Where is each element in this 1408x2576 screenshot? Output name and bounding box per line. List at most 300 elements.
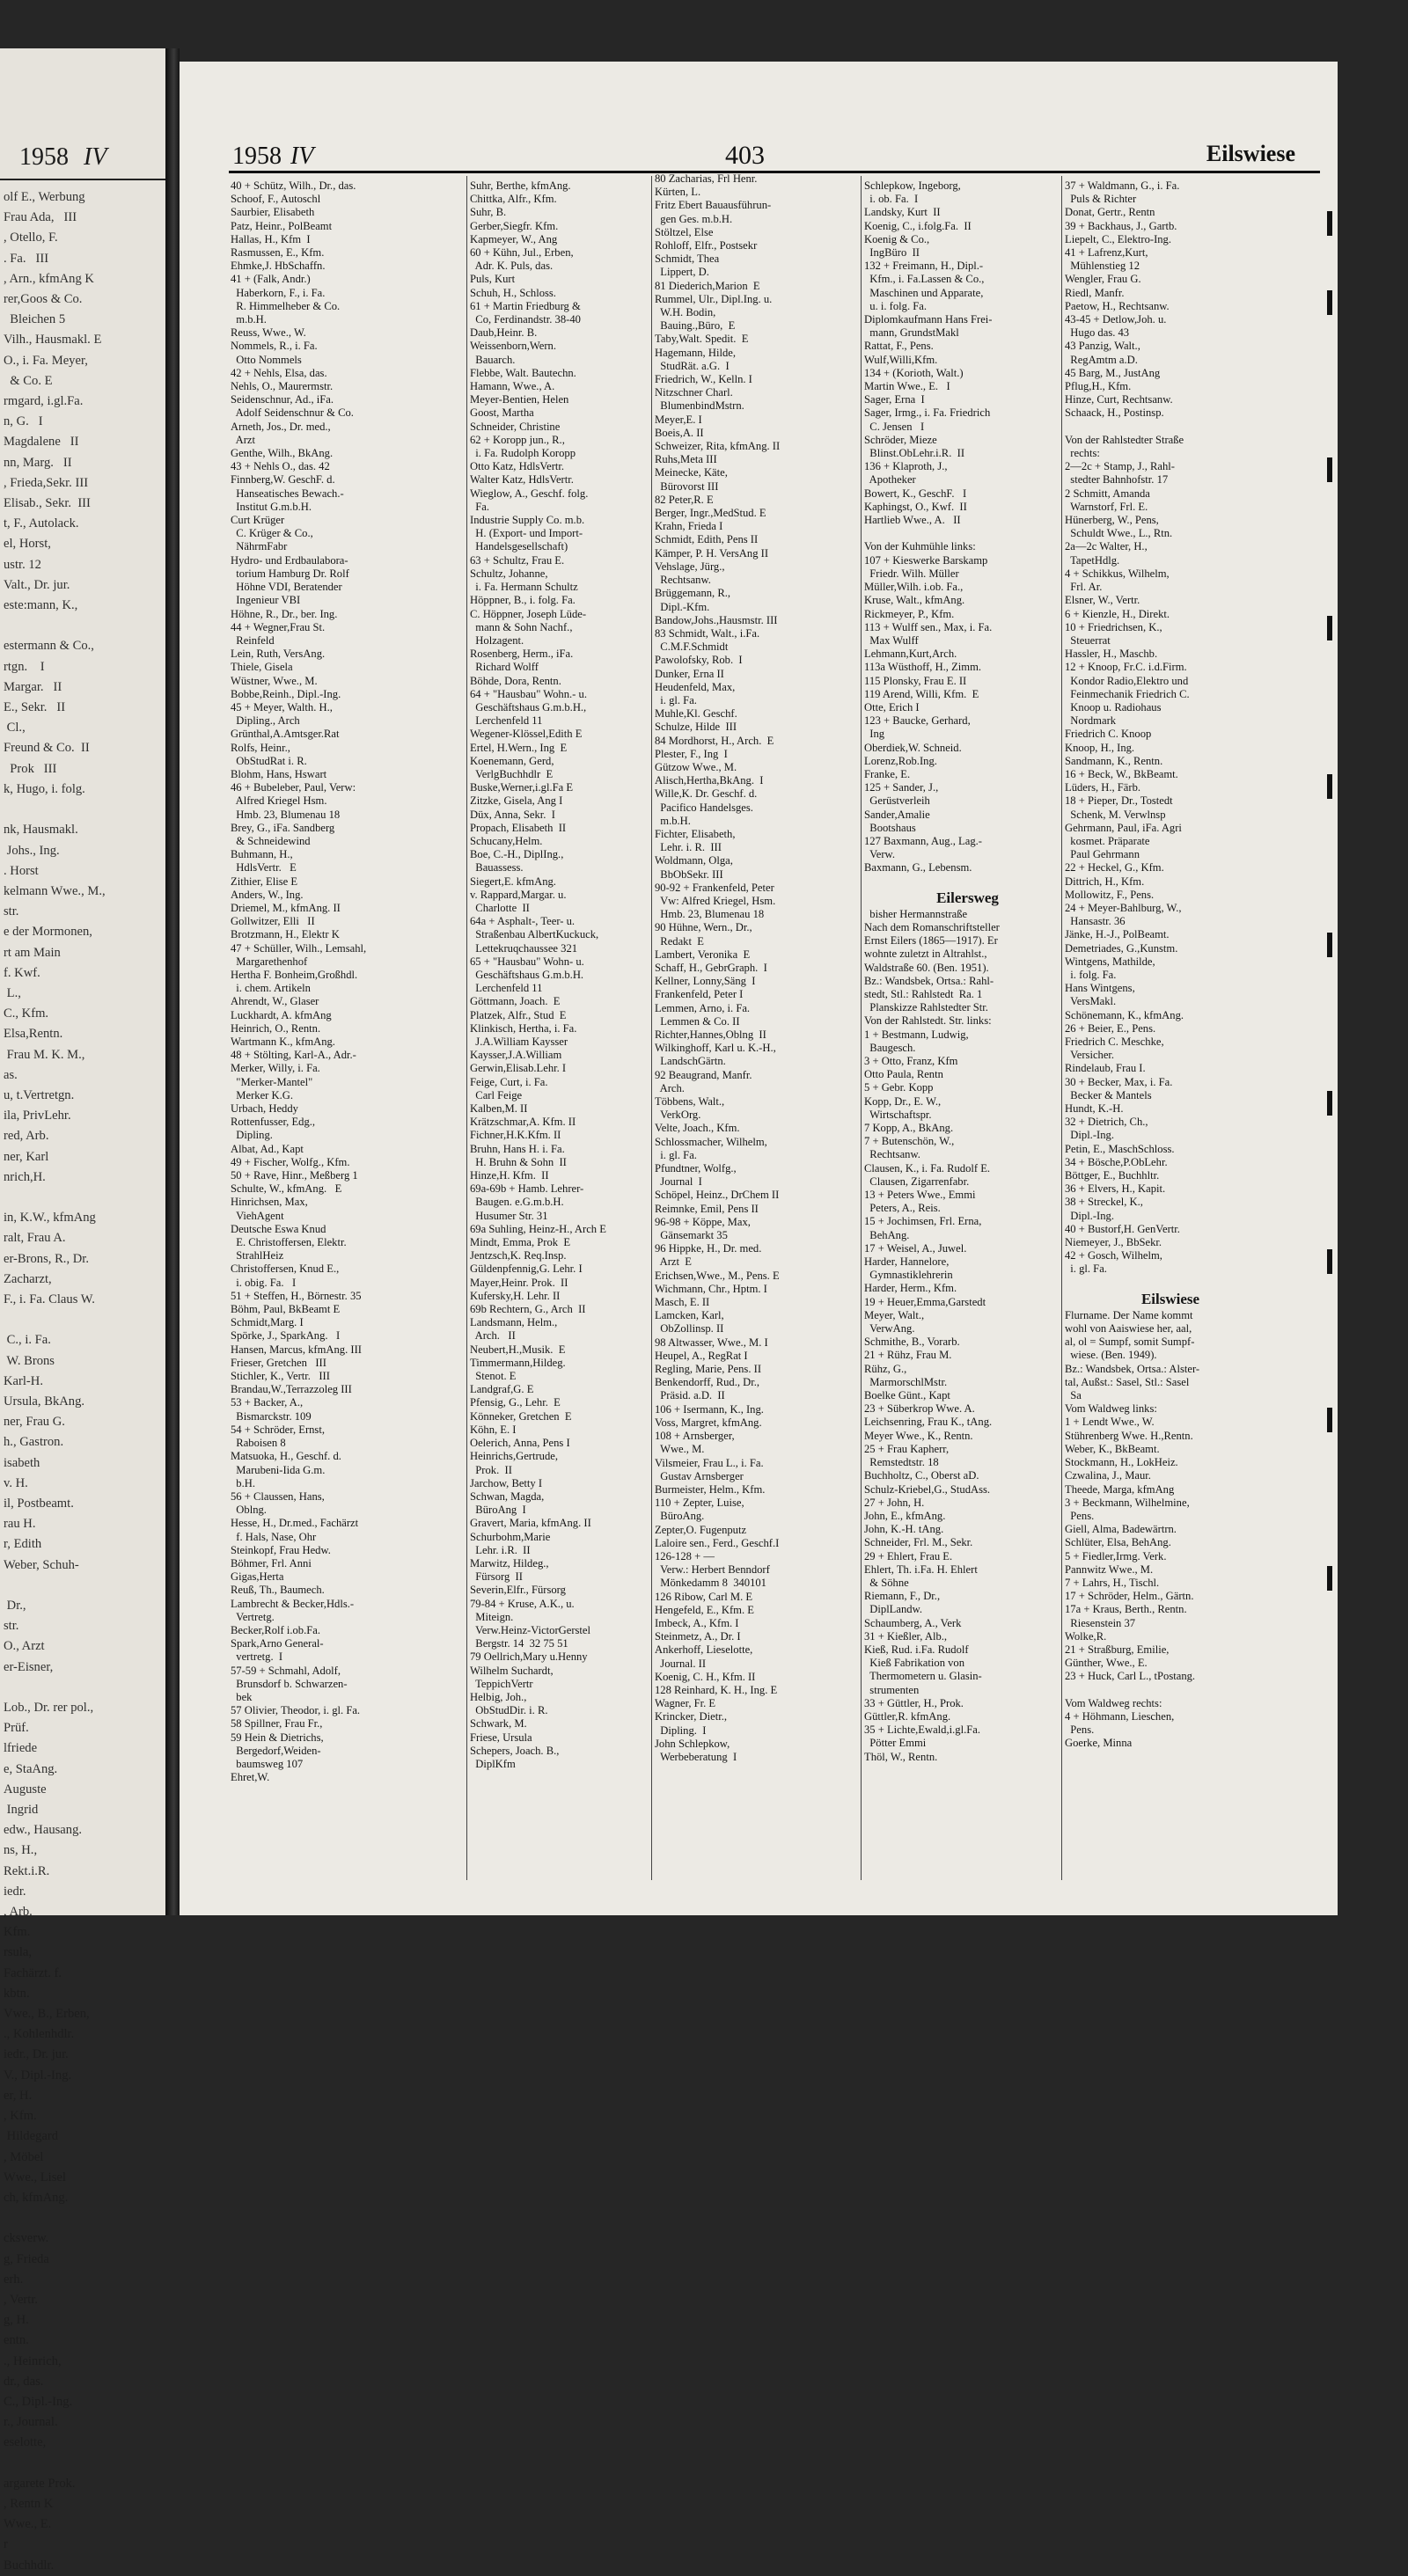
directory-entry-line: Fachärzt. f. (4, 1965, 62, 1980)
directory-entry-line: 43-45 + Detlow,Joh. u. (1065, 313, 1167, 326)
directory-entry-line: Pacifico Handelsges. (655, 801, 753, 814)
directory-entry-line: 127 Baxmann, Aug., Lag.- (864, 834, 982, 847)
directory-entry-line: Hünerberg, W., Pens, (1065, 514, 1159, 527)
directory-entry-line: Schulz-Kriebel,G., StudAss. (864, 1482, 991, 1496)
directory-entry-line (4, 800, 106, 820)
directory-entry-line: 2 Schmitt, Amanda (1065, 487, 1150, 500)
directory-entry-line: Rattat, F., Pens. (864, 340, 934, 353)
directory-entry-line (4, 2208, 106, 2228)
directory-entry-line: 16 + Beck, W., BkBeamt. (1065, 767, 1178, 780)
directory-entry-line: Demetriades, G.,Kunstm. (1065, 941, 1178, 955)
directory-entry-line: rau H. (4, 1517, 36, 1532)
directory-column-5 (1065, 179, 1276, 1751)
directory-entry-line: Güttler,R. kfmAng. (864, 1709, 951, 1723)
directory-entry-line: 39 + Backhaus, J., Gartb. (1065, 219, 1177, 232)
directory-entry-line: ner, Frau G. (4, 1415, 65, 1430)
directory-entry-line: Wwe., Lisel (4, 2170, 66, 2184)
directory-entry-line: rmgard, i.gl.Fa. (4, 394, 84, 409)
directory-entry-line: 10 + Friedrichsen, K., (1065, 620, 1162, 633)
directory-entry-line: Von der Kuhmühle links: (864, 540, 976, 553)
directory-entry-line: 5 + Gebr. Kopp (864, 1081, 934, 1094)
directory-entry-line: Gehrmann, Paul, iFa. Agri (1065, 821, 1182, 834)
edge-mark (1327, 211, 1332, 236)
directory-entry-line: 92 Beaugrand, Manfr. (655, 1068, 752, 1081)
directory-entry-line: DiplLandw. (864, 1603, 922, 1616)
directory-entry-line: Institut G.m.b.H. (231, 500, 312, 513)
directory-entry-line: 17a + Kraus, Berth., Rentn. (1065, 1603, 1187, 1616)
directory-entry-line: Weber, Schuh- (4, 1557, 79, 1572)
directory-entry-line: Clausen, Zigarrenfabr. (864, 1175, 970, 1188)
directory-entry-line: Kürten, L. (655, 186, 701, 199)
directory-entry-line: Seidenschnur, Ad., iFa. (231, 393, 334, 406)
directory-entry-line: mann, GrundstMakl (864, 326, 959, 340)
directory-entry-line: Rolfs, Heinr., (231, 741, 290, 754)
directory-entry-line: Stührenberg Wwe. H.,Rentn. (1065, 1429, 1193, 1442)
directory-entry-line: Schaff, H., GebrGraph. I (655, 961, 767, 974)
directory-entry-line (4, 2454, 106, 2474)
directory-entry-line: 106 + Isermann, K., Ing. (655, 1402, 764, 1416)
edge-mark (1327, 933, 1332, 957)
directory-entry-line: Von der Rahlstedter Straße (1065, 433, 1184, 446)
directory-entry-line: RegAmtm a.D. (1065, 353, 1138, 366)
directory-entry-line: Liepelt, C., Elektro-Ing. (1065, 232, 1172, 245)
directory-entry-line: C., i. Fa. (4, 1333, 51, 1348)
directory-entry-line: v. Rappard,Margar. u. (470, 888, 567, 901)
directory-entry-line: & Schneidewind (231, 834, 311, 847)
directory-entry-line: Bauing.,Büro, E (655, 319, 736, 333)
directory-entry-line: Friedr. Wilh. Müller (864, 567, 959, 580)
directory-entry-line: Freund & Co. II (4, 741, 90, 756)
directory-entry-line: Paetow, H., Rechtsanw. (1065, 299, 1170, 312)
directory-entry-line: Lippert, D. (655, 266, 709, 279)
left-page-header (19, 143, 106, 172)
directory-entry-line: Zithier, Elise E (231, 875, 298, 888)
directory-entry-line: . Horst (4, 863, 39, 878)
directory-entry-line: Schneider, Frl. M., Sekr. (864, 1536, 973, 1549)
directory-entry-line: 42 + Nehls, Elsa, das. (231, 366, 327, 379)
directory-entry-line: ner, Karl (4, 1149, 49, 1164)
edge-mark (1327, 1091, 1332, 1116)
directory-entry-line: Dr., (4, 1599, 26, 1614)
directory-entry-line: Reuß, Th., Baumech. (231, 1584, 325, 1597)
directory-entry-line: Rasmussen, E., Kfm. (231, 246, 325, 260)
directory-entry-line: Weissenborn,Wern. (470, 340, 556, 353)
directory-entry-line: StrahlHeiz (231, 1249, 284, 1262)
directory-entry-line: 126-128 + — (655, 1549, 715, 1562)
directory-entry-line: Burmeister, Helm., Kfm. (655, 1482, 766, 1496)
directory-entry-line: Rekt.i.R. (4, 1863, 50, 1878)
directory-entry-line: Rohloff, Elfr., Postsekr (655, 239, 758, 252)
directory-entry-line: Elisab., Sekr. III (4, 496, 91, 511)
directory-entry-line: rer,Goos & Co. (4, 292, 83, 307)
directory-entry-line: Wintgens, Mathilde, (1065, 955, 1155, 968)
directory-entry-line: Hans Wintgens, (1065, 982, 1135, 995)
directory-entry-line: 57-59 + Schmahl, Adolf, (231, 1664, 341, 1677)
directory-entry-line: 134 + (Korioth, Walt.) (864, 366, 964, 379)
directory-entry-line: e, StaAng. (4, 1761, 58, 1776)
edge-mark (1327, 457, 1332, 482)
directory-entry-line: Alisch,Hertha,BkAng. I (655, 774, 764, 787)
directory-entry-line: Kieß, Rud. i.Fa. Rudolf (864, 1643, 969, 1656)
directory-entry-line: ObStudRat i. R. (231, 754, 307, 767)
directory-entry-line: m.b.H. (231, 313, 267, 326)
directory-entry-line: Buske,Werner,i.gl.Fa E (470, 781, 574, 794)
directory-entry-line: Stockmann, H., LokHeiz. (1065, 1456, 1178, 1469)
directory-entry-line: , Arn., kfmAng K (4, 271, 94, 286)
directory-entry-line: Blohm, Hans, Hswart (231, 767, 327, 780)
directory-page (180, 62, 1338, 1915)
directory-entry-line: ., Kohlenhdlr. (4, 2027, 75, 2042)
directory-entry-line: e der Mormonen, (4, 925, 92, 940)
directory-entry-line: Buhmann, H., (231, 848, 293, 861)
directory-entry-line: Husumer Str. 31 (470, 1209, 548, 1222)
directory-entry-line: Schuh, H., Schloss. (470, 286, 556, 299)
directory-entry-line: as. (4, 1067, 18, 1082)
directory-entry-line: Landsky, Kurt II (864, 206, 941, 219)
directory-entry-line: Müller,Wilh. i.ob. Fa., (864, 581, 964, 594)
directory-entry-line: 69b Rechtern, G., Arch II (470, 1303, 586, 1316)
directory-entry-line: 90-92 + Frankenfeld, Peter (655, 881, 774, 894)
directory-entry-line: Feige, Curt, i. Fa. (470, 1075, 548, 1088)
directory-entry-line: 49 + Fischer, Wolfg., Kfm. (231, 1155, 350, 1168)
directory-entry-line: ralt, Frau A. (4, 1231, 66, 1246)
header-street-name: Eilswiese (1206, 141, 1295, 166)
directory-entry-line: 37 + Waldmann, G., i. Fa. (1065, 179, 1180, 192)
directory-entry-line: Haberkorn, F., i. Fa. (231, 286, 326, 299)
directory-entry-line: Gützow Wwe., M. (655, 760, 737, 773)
directory-entry-line: Dipling. I (655, 1723, 707, 1737)
directory-entry-line: strumenten (864, 1683, 920, 1696)
directory-entry-line: Wilkinghoff, Karl u. K.-H., (655, 1042, 776, 1055)
directory-entry-line: 2—2c + Stamp, J., Rahl- (1065, 460, 1175, 473)
directory-entry-line: Voss, Margret, kfmAng. (655, 1416, 762, 1429)
directory-entry-line: Jänke, H.-J., PolBeamt. (1065, 928, 1170, 941)
directory-entry-line: Schmidt,Marg. I (231, 1316, 304, 1329)
directory-entry-line: 113 + Wulff sen., Max, i. Fa. (864, 620, 993, 633)
directory-entry-line: Giell, Alma, Badewärtrn. (1065, 1523, 1177, 1536)
directory-entry-line: Anders, W., Ing. (231, 888, 304, 901)
directory-entry-line: Woldmann, Olga, (655, 854, 733, 867)
directory-entry-line: i. folg. Fa. (1065, 968, 1117, 981)
directory-entry-line: Düx, Anna, Sekr. I (470, 808, 555, 821)
directory-entry-line: Wilhelm Suchardt, (470, 1664, 554, 1677)
directory-entry-line: Günther, Wwe., E. (1065, 1657, 1148, 1670)
directory-entry-line: Vilh., Hausmakl. E (4, 333, 102, 348)
directory-entry-line: , Möbel (4, 2149, 44, 2164)
directory-entry-line: Von der Rahlstedt. Str. links: (864, 1014, 992, 1028)
directory-entry-line: Kapmeyer, W., Ang (470, 232, 558, 245)
directory-entry-line: 6 + Kienzle, H., Direkt. (1065, 607, 1170, 620)
directory-entry-line: Finnberg,W. GeschF. d. (231, 473, 335, 487)
directory-entry-line: iedr. (4, 1884, 26, 1899)
directory-entry-line: DiplKfm (470, 1757, 516, 1770)
directory-entry-line: Stöltzel, Else (655, 225, 714, 238)
directory-entry-line: Kellner, Lonny,Säng I (655, 975, 756, 988)
directory-entry-line: Maschinen und Apparate, (864, 286, 984, 299)
directory-entry-line: Ahrendt, W., Glaser (231, 995, 319, 1008)
directory-entry-line: 126 Ribow, Carl M. E (655, 1590, 753, 1603)
directory-entry-line: Nach dem Romanschriftsteller (864, 920, 1000, 933)
directory-entry-line: 23 + Huck, Carl L., tPostang. (1065, 1670, 1196, 1683)
directory-entry-line: Hydro- und Erdbaulabora- (231, 553, 348, 567)
directory-entry-line: Margar. II (4, 679, 62, 694)
directory-entry-line: kosmet. Präparate (1065, 834, 1150, 847)
directory-entry-line: Köhn, E. I (470, 1423, 517, 1436)
directory-entry-line: Ankerhoff, Lieselotte, (655, 1643, 753, 1657)
directory-entry-line: Dipl.-Ing. (1065, 1209, 1114, 1222)
directory-entry-line: Lerchenfeld 11 (470, 714, 543, 728)
directory-entry-line: VerkOrg. (655, 1109, 701, 1122)
directory-entry-line: Koenig & Co., (864, 232, 930, 245)
edge-mark (1327, 774, 1332, 799)
directory-entry-line: Pawolofsky, Rob. I (655, 654, 743, 667)
directory-entry-line: VersMakl. (1065, 995, 1117, 1008)
directory-entry-line: Martin Wwe., E. I (864, 380, 950, 393)
directory-entry-line: Wegener-Klössel,Edith E (470, 728, 583, 741)
directory-entry-line: dr., das. (4, 2374, 44, 2389)
directory-entry-line: Merker, Willy, i. Fa. (231, 1062, 320, 1075)
directory-entry-line: 33 + Güttler, H., Prok. (864, 1696, 964, 1709)
directory-entry-line: 119 Arend, Willi, Kfm. E (864, 687, 979, 700)
directory-entry-line: Carl Feige (470, 1088, 523, 1101)
directory-entry-line: 90 Hühne, Wern., Dr., (655, 921, 752, 934)
directory-entry-line: Fichter, Elisabeth, (655, 827, 736, 840)
directory-entry-line: red, Arb. (4, 1129, 49, 1144)
directory-entry-line: 47 + Schüller, Wilh., Lemsahl, (231, 941, 367, 955)
directory-entry-line: C., Dipl.-Ing. (4, 2394, 73, 2409)
directory-entry-line: 51 + Steffen, H., Börnestr. 35 (231, 1289, 362, 1302)
directory-entry-line: il, Postbeamt. (4, 1497, 74, 1511)
directory-entry-line: 3 + Otto, Franz, Kfm (864, 1055, 958, 1067)
directory-entry-line: Saurbier, Elisabeth (231, 206, 315, 219)
directory-entry-line: Zacharzt, (4, 1271, 52, 1286)
directory-entry-line: H. (Export- und Import- (470, 527, 583, 540)
directory-entry-line: Bleichen 5 (4, 312, 66, 327)
directory-entry-line: Warnstorf, Frl. E. (1065, 500, 1148, 513)
directory-entry-line: Hundt, K.-H. (1065, 1102, 1124, 1116)
directory-entry-line: Mühlenstieg 12 (1065, 260, 1140, 273)
directory-entry-line: Flurname. Der Name kommt (1065, 1308, 1193, 1321)
directory-entry-line: Clausen, K., i. Fa. Rudolf E. (864, 1161, 991, 1175)
page-header (232, 135, 1316, 171)
directory-entry-line: Hinze,H. Kfm. II (470, 1169, 549, 1182)
directory-entry-line: Hanseatisches Bewach.- (231, 487, 344, 500)
directory-entry-line: 79 Oellrich,Mary u.Henny (470, 1650, 588, 1664)
directory-entry-line: 83 Schmidt, Walt., i.Fa. (655, 626, 760, 640)
directory-entry-line: iedr., Dr. jur. (4, 2047, 69, 2062)
directory-entry-line: 24 + Meyer-Bahlburg, W., (1065, 901, 1182, 914)
directory-entry-line: Imbeck, A., Kfm. I (655, 1616, 739, 1629)
directory-entry-line: Meyer-Bentien, Helen (470, 393, 569, 406)
directory-entry-line: 46 + Bubeleber, Paul, Verw: (231, 781, 356, 794)
left-page-rule (0, 179, 165, 180)
directory-entry-line: E. Christoffersen, Elektr. (231, 1236, 347, 1249)
directory-entry-line: 1 + Bestmann, Ludwig, (864, 1028, 969, 1041)
directory-entry-line: Hansen, Marcus, kfmAng. III (231, 1343, 362, 1356)
directory-entry-line: Feinmechanik Friedrich C. (1065, 687, 1190, 700)
directory-entry-line: Rickmeyer, P., Kfm. (864, 607, 955, 620)
directory-entry-line: Boeis,A. II (655, 426, 704, 439)
directory-entry-line: John, E., kfmAng. (864, 1509, 946, 1522)
directory-entry-line: stedt, Stl.: Rahlstedt Ra. 1 (864, 987, 983, 1000)
directory-entry-line: Wwe., E. (4, 2517, 52, 2532)
directory-entry-line: Urbach, Heddy (231, 1102, 298, 1116)
directory-entry-line: Vw: Alfred Kriegel, Hsm. (655, 894, 776, 907)
directory-entry-line: Reuss, Wwe., W. (231, 326, 306, 340)
directory-entry-line: 45 + Meyer, Walth. H., (231, 700, 333, 714)
directory-entry-line: Adr. K. Puls, das. (470, 260, 554, 273)
directory-entry-line: 25 + Frau Kapherr, (864, 1442, 950, 1455)
directory-entry-line: Wüstner, Wwe., M. (231, 674, 318, 687)
directory-entry-line: Ehmke,J. HbSchaffn. (231, 260, 326, 273)
directory-entry-line: Theede, Marga, kfmAng (1065, 1482, 1175, 1496)
directory-entry-line: Meyer,E. I (655, 413, 702, 426)
directory-entry-line (4, 1188, 106, 1208)
directory-entry-line: Zitzke, Gisela, Ang I (470, 794, 563, 808)
directory-entry-line: Eilersweg (936, 889, 999, 906)
directory-entry-line: Prüf. (4, 1721, 29, 1736)
directory-entry-line: Schlepkow, Ingeborg, (864, 179, 961, 192)
directory-entry-line: Göttmann, Joach. E (470, 995, 561, 1008)
directory-entry-line: Gerber,Siegfr. Kfm. (470, 219, 559, 232)
directory-entry-line: 43 Panzig, Walt., (1065, 340, 1140, 353)
directory-entry-line: 56 + Claussen, Hans, (231, 1489, 325, 1503)
directory-entry-line: Suhr, Berthe, kfmAng. (470, 179, 571, 192)
directory-entry-line: Waldstraße 60. (Ben. 1951). (864, 961, 989, 974)
directory-entry-line: Meinecke, Käte, (655, 466, 728, 479)
directory-entry-line: Wartmann K., kfmAng. (231, 1036, 335, 1048)
directory-entry-line: Lehr. i. R. III (655, 841, 722, 854)
directory-entry-line: Sager, Irmg., i. Fa. Friedrich (864, 406, 991, 420)
directory-entry-line: 17 + Weisel, A., Juwel. (864, 1241, 967, 1255)
directory-entry-line: kbtn. (4, 1986, 30, 2001)
directory-entry-line (864, 527, 1071, 540)
directory-entry-line: O., Arzt (4, 1639, 45, 1654)
directory-entry-line: Koenig, C. H., Kfm. II (655, 1670, 756, 1683)
directory-entry-line: Rühz, G., (864, 1362, 907, 1375)
directory-entry-line: Schlüter, Elsa, BehAng. (1065, 1536, 1171, 1549)
directory-entry-line: Heudenfeld, Max, (655, 680, 736, 693)
directory-entry-line: Marubeni-Iida G.m. (231, 1463, 326, 1476)
directory-entry-line: str. (4, 904, 19, 919)
directory-entry-line: 61 + Martin Friedburg & (470, 299, 581, 312)
directory-entry-line: Vwe., B., Erben, (4, 2007, 90, 2022)
directory-entry-line: Gustav Arnsberger (655, 1469, 744, 1482)
directory-entry-line: "Merker-Mantel" (231, 1075, 313, 1088)
directory-entry-line: Fritz Ebert Bauausführun- (655, 199, 772, 212)
directory-entry-line: er, H. (4, 2088, 33, 2103)
page-number: 403 (725, 141, 765, 170)
directory-entry-line: Charlotte II (470, 901, 530, 914)
directory-entry-line: Klinkisch, Hertha, i. Fa. (470, 1021, 577, 1035)
directory-entry-line: Frieser, Gretchen III (231, 1356, 326, 1369)
directory-entry-line: 80 Zacharias, Frl Henr. (655, 172, 758, 185)
directory-entry-line: Franke, E. (864, 767, 911, 780)
directory-entry-line: TeppichVertr (470, 1677, 533, 1690)
directory-entry-line: bisher Hermannstraße (864, 907, 968, 920)
directory-entry-line: Koenemann, Gerd, (470, 754, 554, 767)
directory-entry-line (1065, 1684, 1276, 1697)
directory-entry-line: olf E., Werbung (4, 190, 85, 204)
directory-entry-line: 35 + Lichte,Ewald,i.gl.Fa. (864, 1723, 980, 1737)
directory-entry-line: Dipling., Arch (231, 714, 300, 728)
directory-entry-line: HdlsVertr. E (231, 861, 297, 875)
header-year: 1958 (232, 143, 282, 170)
directory-entry-line: gen Ges. m.b.H. (655, 212, 733, 225)
edge-mark (1327, 1566, 1332, 1591)
directory-entry-line: Hamann, Wwe., A. (470, 380, 555, 393)
directory-entry-line: Gigas,Herta (231, 1570, 284, 1584)
directory-entry-line: , Vertr. (4, 2292, 39, 2307)
directory-entry-line: Becker & Mantels (1065, 1088, 1152, 1101)
directory-entry-line: f. Hals, Nase, Ohr (231, 1530, 317, 1543)
directory-entry-line (1065, 421, 1276, 434)
directory-entry-line: Blinst.ObLehr.i.R. II (864, 447, 965, 460)
directory-entry-line: i. obig. Fa. I (231, 1276, 297, 1289)
directory-entry-line: 21 + Straßburg, Emilie, (1065, 1643, 1170, 1656)
directory-entry-line: Schenk, M. Verwlnsp (1065, 808, 1166, 821)
directory-entry-line: Schoof, F., Autoschl (231, 193, 321, 206)
directory-entry-line: Riedl, Manfr. (1065, 286, 1125, 299)
directory-entry-line: Neubert,H.,Musik. E (470, 1343, 566, 1356)
directory-entry-line: u, t.Vertretgn. (4, 1087, 75, 1102)
directory-entry-line: 128 Reinhard, K. H., Ing. E (655, 1683, 778, 1696)
directory-entry-line: 125 + Sander, J., (864, 781, 939, 794)
directory-entry-line: Vom Waldweg links: (1065, 1402, 1157, 1416)
directory-entry-line: erh. (4, 2272, 24, 2287)
directory-entry-line: Riesenstein 37 (1065, 1616, 1136, 1629)
directory-entry-line: Schmithe, B., Vorarb. (864, 1336, 960, 1349)
directory-entry-line: Wirtschaftspr. (864, 1108, 932, 1121)
directory-entry-line: Peters, A., Reis. (864, 1202, 941, 1215)
directory-entry-line: Hartlieb Wwe., A. II (864, 514, 961, 527)
directory-entry-line: Planskizze Rahlstedter Str. (864, 1001, 988, 1014)
directory-entry-line: J.A.William Kaysser (470, 1036, 568, 1048)
directory-entry-line: 4 + Höhmann, Lieschen, (1065, 1709, 1175, 1723)
directory-entry-line: Friedrich C. Meschke, (1065, 1036, 1164, 1048)
directory-entry-line: Mönkedamm 8 340101 (655, 1577, 766, 1590)
directory-entry-line: Schurbohm,Marie (470, 1530, 551, 1543)
directory-entry-line: 136 + Klaproth, J., (864, 460, 948, 473)
directory-entry-line: Könneker, Gretchen E (470, 1409, 572, 1423)
directory-entry-line: Geschäftshaus G.m.b.H., (470, 700, 587, 714)
directory-entry-line: rechts: (1065, 447, 1100, 460)
directory-entry-line: r, Edith (4, 1537, 42, 1552)
directory-entry-line: 132 + Freimann, H., Dipl.- (864, 260, 984, 273)
directory-entry-line: 44 + Wegner,Frau St. (231, 620, 326, 633)
directory-entry-line: wiese. (Ben. 1949). (1065, 1349, 1157, 1362)
directory-entry-line: Lambert, Veronika E (655, 948, 751, 961)
directory-entry-line: Timmermann,Hildeg. (470, 1356, 566, 1369)
directory-entry-line: , Kfm. (4, 2109, 37, 2124)
directory-entry-line: Güldenpfennig,G. Lehr. I (470, 1262, 583, 1276)
directory-entry-line: Hinze, Curt, Rechtsanw. (1065, 393, 1173, 406)
directory-entry-line: Arch. (655, 1081, 685, 1094)
directory-entry-line: Journal I (655, 1175, 702, 1189)
directory-entry-line: Curt Krüger (231, 514, 285, 527)
directory-entry-line: , Otello, F. (4, 231, 58, 245)
directory-entry-line: Adolf Seidenschnur & Co. (231, 406, 354, 420)
directory-entry-line: Reimnke, Emil, Pens II (655, 1202, 759, 1215)
directory-entry-line: Sager, Erna I (864, 393, 925, 406)
directory-entry-line: Thermometern u. Glasin- (864, 1670, 982, 1683)
directory-entry-line: Pens. (1065, 1509, 1095, 1522)
directory-entry-line: Nitzschner Charl. (655, 386, 733, 399)
directory-entry-line: 123 + Baucke, Gerhard, (864, 714, 971, 728)
directory-entry-line: Ertel, H.Wern., Ing E (470, 741, 568, 754)
directory-entry-line: Wolke,R. (1065, 1629, 1107, 1643)
directory-entry-line: Bauarch. (470, 353, 516, 366)
